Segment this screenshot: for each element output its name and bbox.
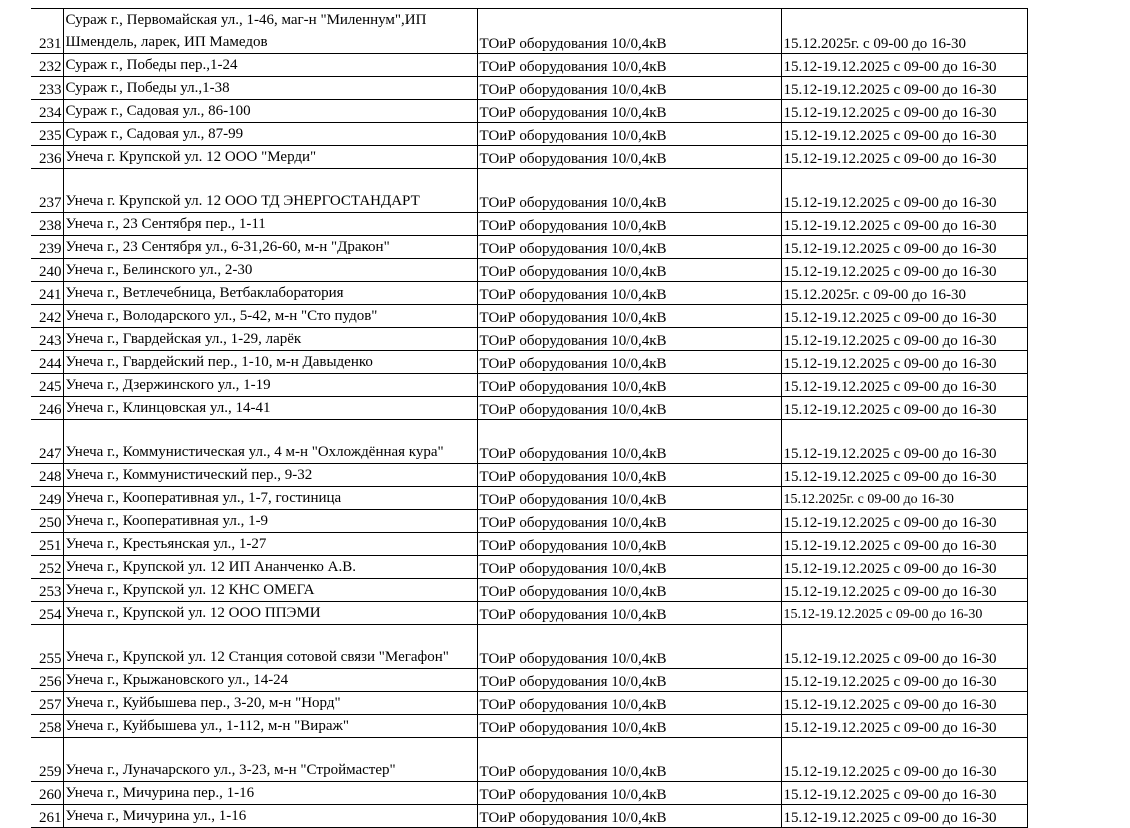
row-number: 252 bbox=[31, 556, 63, 579]
address-cell: Унеча г., Коммунистическая ул., 4 м-н "Охлождённая кура" bbox=[63, 420, 477, 464]
row-number: 232 bbox=[31, 54, 63, 77]
outage-period-cell: 15.12-19.12.2025 с 09-00 до 16-30 bbox=[781, 715, 1027, 738]
table-row bbox=[31, 579, 1027, 602]
work-type-cell: ТОиР оборудования 10/0,4кВ bbox=[477, 625, 781, 669]
work-type-cell: ТОиР оборудования 10/0,4кВ bbox=[477, 715, 781, 738]
outage-period-cell: 15.12-19.12.2025 с 09-00 до 16-30 bbox=[781, 420, 1027, 464]
outage-period-cell: 15.12-19.12.2025 с 09-00 до 16-30 bbox=[781, 328, 1027, 351]
address-cell: Унеча г., Дзержинского ул., 1-19 bbox=[63, 374, 477, 397]
address-cell: Унеча г., Мичурина ул., 1-16 bbox=[63, 805, 477, 828]
row-number: 251 bbox=[31, 533, 63, 556]
table-row bbox=[31, 782, 1027, 805]
address-cell: Унеча г. Крупской ул. 12 ООО "Мерди" bbox=[63, 146, 477, 169]
row-number: 247 bbox=[31, 420, 63, 464]
work-type-cell: ТОиР оборудования 10/0,4кВ bbox=[477, 602, 781, 625]
table-row bbox=[31, 510, 1027, 533]
outage-period-cell: 15.12-19.12.2025 с 09-00 до 16-30 bbox=[781, 123, 1027, 146]
outage-period-cell: 15.12-19.12.2025 с 09-00 до 16-30 bbox=[781, 579, 1027, 602]
address-cell: Унеча г., Клинцовская ул., 14-41 bbox=[63, 397, 477, 420]
work-type-cell: ТОиР оборудования 10/0,4кВ bbox=[477, 100, 781, 123]
table-row bbox=[31, 805, 1027, 828]
table-row bbox=[31, 259, 1027, 282]
work-type-cell: ТОиР оборудования 10/0,4кВ bbox=[477, 146, 781, 169]
row-number: 248 bbox=[31, 464, 63, 487]
work-type-cell: ТОиР оборудования 10/0,4кВ bbox=[477, 328, 781, 351]
row-number: 241 bbox=[31, 282, 63, 305]
table-row bbox=[31, 77, 1027, 100]
table-row bbox=[31, 533, 1027, 556]
address-cell: Унеча г., 23 Сентября ул., 6-31,26-60, м-н "Дракон" bbox=[63, 236, 477, 259]
outage-period-cell: 15.12-19.12.2025 с 09-00 до 16-30 bbox=[781, 625, 1027, 669]
row-number: 231 bbox=[31, 9, 63, 54]
row-number: 260 bbox=[31, 782, 63, 805]
work-type-cell: ТОиР оборудования 10/0,4кВ bbox=[477, 669, 781, 692]
work-type-cell: ТОиР оборудования 10/0,4кВ bbox=[477, 420, 781, 464]
row-number: 256 bbox=[31, 669, 63, 692]
outage-period-cell: 15.12-19.12.2025 с 09-00 до 16-30 bbox=[781, 169, 1027, 213]
row-number: 245 bbox=[31, 374, 63, 397]
outage-period-cell: 15.12.2025г. с 09-00 до 16-30 bbox=[781, 487, 1027, 510]
work-type-cell: ТОиР оборудования 10/0,4кВ bbox=[477, 782, 781, 805]
work-type-cell: ТОиР оборудования 10/0,4кВ bbox=[477, 351, 781, 374]
table-row bbox=[31, 420, 1027, 464]
schedule-table-body bbox=[31, 9, 1027, 828]
table-row bbox=[31, 397, 1027, 420]
work-type-cell: ТОиР оборудования 10/0,4кВ bbox=[477, 533, 781, 556]
table-row bbox=[31, 123, 1027, 146]
row-number: 253 bbox=[31, 579, 63, 602]
outage-period-cell: 15.12-19.12.2025 с 09-00 до 16-30 bbox=[781, 77, 1027, 100]
address-cell: Унеча г. Крупской ул. 12 ООО ТД ЭНЕРГОСТАНДАРТ bbox=[63, 169, 477, 213]
row-number: 258 bbox=[31, 715, 63, 738]
work-type-cell: ТОиР оборудования 10/0,4кВ bbox=[477, 487, 781, 510]
table-row bbox=[31, 692, 1027, 715]
outage-period-cell: 15.12-19.12.2025 с 09-00 до 16-30 bbox=[781, 782, 1027, 805]
table-row bbox=[31, 464, 1027, 487]
outage-period-cell: 15.12-19.12.2025 с 09-00 до 16-30 bbox=[781, 533, 1027, 556]
row-number: 249 bbox=[31, 487, 63, 510]
address-cell: Унеча г., Куйбышева пер., 3-20, м-н "Норд" bbox=[63, 692, 477, 715]
address-cell: Сураж г., Первомайская ул., 1-46, маг-н "Миленнум",ИП Шмендель, ларек, ИП Мамедов bbox=[63, 9, 477, 54]
row-number: 236 bbox=[31, 146, 63, 169]
row-number: 246 bbox=[31, 397, 63, 420]
outage-period-cell: 15.12-19.12.2025 с 09-00 до 16-30 bbox=[781, 738, 1027, 782]
table-row bbox=[31, 602, 1027, 625]
table-row bbox=[31, 146, 1027, 169]
outage-period-cell: 15.12-19.12.2025 с 09-00 до 16-30 bbox=[781, 146, 1027, 169]
address-cell: Унеча г., Белинского ул., 2-30 bbox=[63, 259, 477, 282]
outage-period-cell: 15.12-19.12.2025 с 09-00 до 16-30 bbox=[781, 602, 1027, 625]
address-cell: Сураж г., Победы пер.,1-24 bbox=[63, 54, 477, 77]
table-row bbox=[31, 669, 1027, 692]
row-number: 235 bbox=[31, 123, 63, 146]
work-type-cell: ТОиР оборудования 10/0,4кВ bbox=[477, 259, 781, 282]
address-cell: Сураж г., Садовая ул., 86-100 bbox=[63, 100, 477, 123]
address-cell: Унеча г., Крупской ул. 12 КНС ОМЕГА bbox=[63, 579, 477, 602]
address-cell: Унеча г., Крупской ул. 12 ИП Ананченко А.В. bbox=[63, 556, 477, 579]
row-number: 234 bbox=[31, 100, 63, 123]
work-type-cell: ТОиР оборудования 10/0,4кВ bbox=[477, 397, 781, 420]
table-row bbox=[31, 305, 1027, 328]
work-type-cell: ТОиР оборудования 10/0,4кВ bbox=[477, 692, 781, 715]
address-cell: Унеча г., Кооперативная ул., 1-7, гостиница bbox=[63, 487, 477, 510]
table-row bbox=[31, 625, 1027, 669]
outage-period-cell: 15.12-19.12.2025 с 09-00 до 16-30 bbox=[781, 305, 1027, 328]
work-type-cell: ТОиР оборудования 10/0,4кВ bbox=[477, 805, 781, 828]
table-row bbox=[31, 738, 1027, 782]
row-number: 233 bbox=[31, 77, 63, 100]
outage-period-cell: 15.12-19.12.2025 с 09-00 до 16-30 bbox=[781, 54, 1027, 77]
work-type-cell: ТОиР оборудования 10/0,4кВ bbox=[477, 305, 781, 328]
row-number: 240 bbox=[31, 259, 63, 282]
row-number: 238 bbox=[31, 213, 63, 236]
table-row bbox=[31, 351, 1027, 374]
outage-period-cell: 15.12-19.12.2025 с 09-00 до 16-30 bbox=[781, 100, 1027, 123]
outage-period-cell: 15.12-19.12.2025 с 09-00 до 16-30 bbox=[781, 236, 1027, 259]
work-type-cell: ТОиР оборудования 10/0,4кВ bbox=[477, 282, 781, 305]
address-cell: Унеча г., Гвардейская ул., 1-29, ларёк bbox=[63, 328, 477, 351]
row-number: 257 bbox=[31, 692, 63, 715]
table-row bbox=[31, 54, 1027, 77]
row-number: 250 bbox=[31, 510, 63, 533]
table-row bbox=[31, 9, 1027, 54]
address-cell: Унеча г., Крупской ул. 12 ООО ППЭМИ bbox=[63, 602, 477, 625]
address-cell: Унеча г., Крупской ул. 12 Станция сотовой связи "Мегафон" bbox=[63, 625, 477, 669]
table-row bbox=[31, 213, 1027, 236]
outage-period-cell: 15.12-19.12.2025 с 09-00 до 16-30 bbox=[781, 351, 1027, 374]
row-number: 255 bbox=[31, 625, 63, 669]
outage-period-cell: 15.12-19.12.2025 с 09-00 до 16-30 bbox=[781, 510, 1027, 533]
address-cell: Сураж г., Садовая ул., 87-99 bbox=[63, 123, 477, 146]
table-row bbox=[31, 556, 1027, 579]
address-cell: Унеча г., 23 Сентября пер., 1-11 bbox=[63, 213, 477, 236]
work-type-cell: ТОиР оборудования 10/0,4кВ bbox=[477, 169, 781, 213]
work-type-cell: ТОиР оборудования 10/0,4кВ bbox=[477, 77, 781, 100]
address-cell: Унеча г., Крестьянская ул., 1-27 bbox=[63, 533, 477, 556]
address-cell: Унеча г., Куйбышева ул., 1-112, м-н "Вираж" bbox=[63, 715, 477, 738]
row-number: 254 bbox=[31, 602, 63, 625]
address-cell: Унеча г., Коммунистический пер., 9-32 bbox=[63, 464, 477, 487]
row-number: 244 bbox=[31, 351, 63, 374]
outage-period-cell: 15.12-19.12.2025 с 09-00 до 16-30 bbox=[781, 374, 1027, 397]
outage-period-cell: 15.12-19.12.2025 с 09-00 до 16-30 bbox=[781, 556, 1027, 579]
address-cell: Унеча г., Крыжановского ул., 14-24 bbox=[63, 669, 477, 692]
table-row bbox=[31, 328, 1027, 351]
outage-period-cell: 15.12-19.12.2025 с 09-00 до 16-30 bbox=[781, 213, 1027, 236]
address-cell: Унеча г., Ветлечебница, Ветбаклаборатория bbox=[63, 282, 477, 305]
work-type-cell: ТОиР оборудования 10/0,4кВ bbox=[477, 9, 781, 54]
outage-period-cell: 15.12.2025г. с 09-00 до 16-30 bbox=[781, 9, 1027, 54]
work-type-cell: ТОиР оборудования 10/0,4кВ bbox=[477, 213, 781, 236]
work-type-cell: ТОиР оборудования 10/0,4кВ bbox=[477, 510, 781, 533]
outage-period-cell: 15.12-19.12.2025 с 09-00 до 16-30 bbox=[781, 692, 1027, 715]
address-cell: Сураж г., Победы ул.,1-38 bbox=[63, 77, 477, 100]
work-type-cell: ТОиР оборудования 10/0,4кВ bbox=[477, 464, 781, 487]
work-type-cell: ТОиР оборудования 10/0,4кВ bbox=[477, 54, 781, 77]
outage-schedule-table bbox=[31, 8, 1028, 828]
row-number: 259 bbox=[31, 738, 63, 782]
address-cell: Унеча г., Володарского ул., 5-42, м-н "Сто пудов" bbox=[63, 305, 477, 328]
table-row bbox=[31, 169, 1027, 213]
outage-period-cell: 15.12-19.12.2025 с 09-00 до 16-30 bbox=[781, 259, 1027, 282]
address-cell: Унеча г., Гвардейский пер., 1-10, м-н Давыденко bbox=[63, 351, 477, 374]
work-type-cell: ТОиР оборудования 10/0,4кВ bbox=[477, 123, 781, 146]
outage-period-cell: 15.12-19.12.2025 с 09-00 до 16-30 bbox=[781, 464, 1027, 487]
work-type-cell: ТОиР оборудования 10/0,4кВ bbox=[477, 236, 781, 259]
outage-period-cell: 15.12-19.12.2025 с 09-00 до 16-30 bbox=[781, 397, 1027, 420]
outage-period-cell: 15.12-19.12.2025 с 09-00 до 16-30 bbox=[781, 805, 1027, 828]
outage-period-cell: 15.12.2025г. с 09-00 до 16-30 bbox=[781, 282, 1027, 305]
table-row bbox=[31, 715, 1027, 738]
work-type-cell: ТОиР оборудования 10/0,4кВ bbox=[477, 374, 781, 397]
row-number: 239 bbox=[31, 236, 63, 259]
row-number: 261 bbox=[31, 805, 63, 828]
table-row bbox=[31, 487, 1027, 510]
row-number: 243 bbox=[31, 328, 63, 351]
work-type-cell: ТОиР оборудования 10/0,4кВ bbox=[477, 556, 781, 579]
table-row bbox=[31, 282, 1027, 305]
row-number: 237 bbox=[31, 169, 63, 213]
work-type-cell: ТОиР оборудования 10/0,4кВ bbox=[477, 738, 781, 782]
address-cell: Унеча г., Кооперативная ул., 1-9 bbox=[63, 510, 477, 533]
table-row bbox=[31, 236, 1027, 259]
outage-period-cell: 15.12-19.12.2025 с 09-00 до 16-30 bbox=[781, 669, 1027, 692]
address-cell: Унеча г., Мичурина пер., 1-16 bbox=[63, 782, 477, 805]
table-row bbox=[31, 100, 1027, 123]
address-cell: Унеча г., Луначарского ул., 3-23, м-н "Строймастер" bbox=[63, 738, 477, 782]
row-number: 242 bbox=[31, 305, 63, 328]
table-row bbox=[31, 374, 1027, 397]
work-type-cell: ТОиР оборудования 10/0,4кВ bbox=[477, 579, 781, 602]
